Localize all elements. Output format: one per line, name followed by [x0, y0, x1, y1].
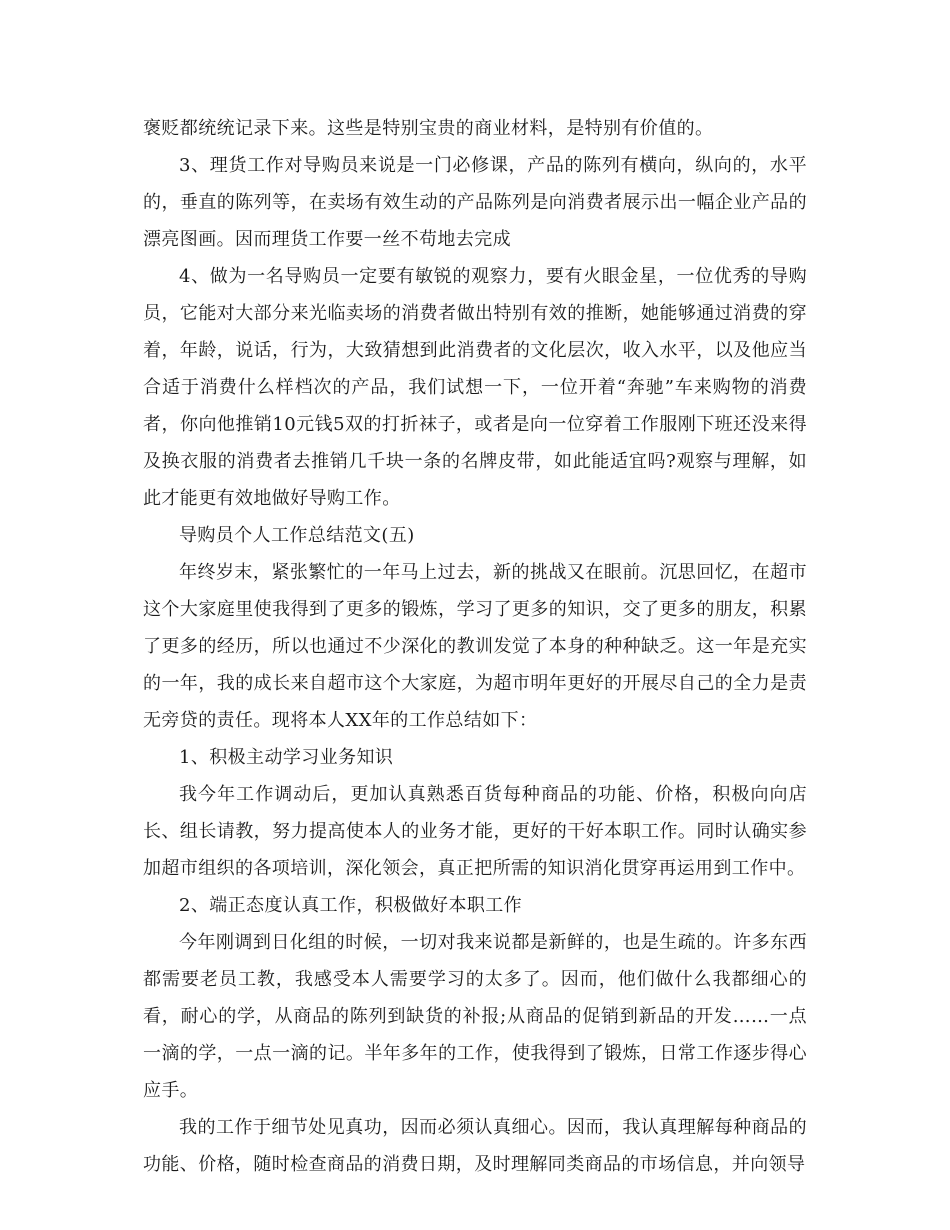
paragraph: 4、做为一名导购员一定要有敏锐的观察力，要有火眼金星，一位优秀的导购员，它能对大部分来光临卖场的消费者做出特别有效的推断，她能够通过消费的穿着，年龄，说话，行为，大致猜想到此消费者的文化层次，收入水平，以及他应当合适于消费什么样档次的产品，我们试想一下，一位开着“奔驰”车来购物的消费者，你向他推销10元钱5双的打折袜子，或者是向一位穿着工作服刚下班还没来得及换衣服的消费者去推销几千块一条的名牌皮带，如此能适宜吗?观察与理解，如此才能更有效地做好导购工作。: [143, 266, 807, 509]
section-heading: 导购员个人工作总结范文(五): [179, 525, 415, 546]
paragraph: 我今年工作调动后，更加认真熟悉百货每种商品的功能、价格，积极向向店长、组长请教，努力提高使本人的业务才能，更好的干好本职工作。同时认确实参加超市组织的各项培训，深化领会，真正把所需的知识消化贯穿再运用到工作中。: [143, 784, 807, 879]
paragraph: 年终岁末，紧张繁忙的一年马上过去，新的挑战又在眼前。沉思回忆，在超市这个大家庭里使我得到了更多的锻炼，学习了更多的知识，交了更多的朋友，积累了更多的经历，所以也通过不少深化的教训发觉了本身的种种缺乏。这一年是充实的一年，我的成长来自超市这个大家庭，为超市明年更好的开展尽自己的全力是责无旁贷的责任。现将本人XX年的工作总结如下：: [143, 562, 807, 731]
list-heading: 2、端正态度认真工作，积极做好本职工作: [179, 895, 523, 916]
paragraph: 褒贬都统统记录下来。这些是特别宝贵的商业材料，是特别有价值的。: [143, 118, 714, 139]
list-heading: 1、积极主动学习业务知识: [179, 747, 394, 768]
paragraph: 3、理货工作对导购员来说是一门必修课，产品的陈列有横向，纵向的，水平的，垂直的陈列等，在卖场有效生动的产品陈列是向消费者展示出一幅企业产品的漂亮图画。因而理货工作要一丝不苟地去完成: [143, 155, 807, 250]
paragraph: 我的工作于细节处见真功，因而必须认真细心。因而，我认真理解每种商品的功能、价格，随时检查商品的消费日期，及时理解同类商品的市场信息，并向领导: [143, 1117, 807, 1175]
paragraph: 今年刚调到日化组的时候，一切对我来说都是新鲜的，也是生疏的。许多东西都需要老员工教，我感受本人需要学习的太多了。因而，他们做什么我都细心的看，耐心的学，从商品的陈列到缺货的补报;从商品的促销到新品的开发……一点一滴的学，一点一滴的记。半年多年的工作，使我得到了锻炼，日常工作逐步得心应手。: [143, 932, 807, 1101]
document-page: [143, 110, 807, 1183]
